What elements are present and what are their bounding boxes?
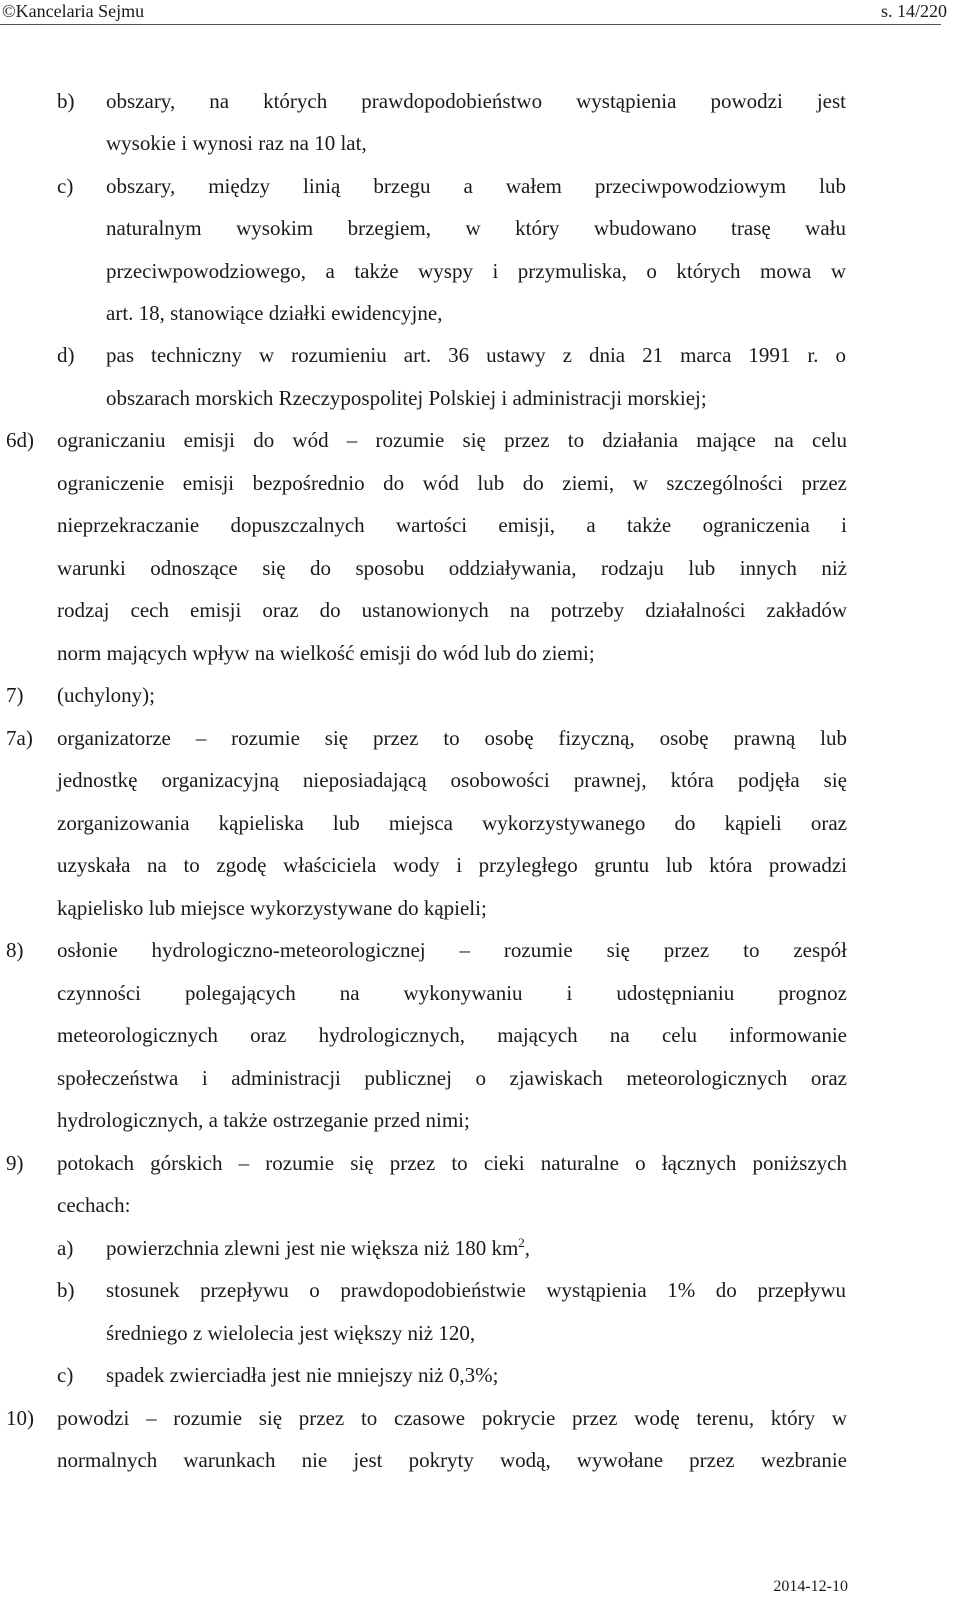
point-7a-line-1: organizatorze – rozumie się przez to osobę fizyczną, osobę prawną lub xyxy=(57,726,847,750)
point-8-line-2: czynności polegających na wykonywaniu i udostępnianiu prognoz xyxy=(57,981,847,1005)
subitem-9a-tail: , xyxy=(524,1236,531,1260)
point-label-6d: 6d) xyxy=(6,428,34,452)
point-6d-line-3: nieprzekraczanie dopuszczalnych wartości emisji, a także ograniczenia i xyxy=(57,513,847,537)
point-7a-line-5: kąpielisko lub miejsce wykorzystywane do kąpieli; xyxy=(57,896,487,920)
point-6d-line-1: ograniczaniu emisji do wód – rozumie się przez to działania mające na celu xyxy=(57,428,847,452)
header-source: ©Kancelaria Sejmu xyxy=(2,1,145,21)
subitem-9b-line-1: stosunek przepływu o prawdopodobieństwie wystąpienia 1% do przepływu xyxy=(106,1278,846,1302)
item-c-line-3: przeciwpowodziowego, a także wyspy i przymuliska, o których mowa w xyxy=(106,259,846,283)
item-b-line-2: wysokie i wynosi raz na 10 lat, xyxy=(106,131,367,155)
point-label-10: 10) xyxy=(6,1406,34,1430)
superscript-2: 2 xyxy=(518,1235,525,1250)
point-9-line-2: cechach: xyxy=(57,1193,131,1217)
point-6d-line-4: warunki odnoszące się do sposobu oddziaływania, rodzaju lub innych niż xyxy=(57,556,847,580)
point-7a-line-4: uzyskała na to zgodę właściciela wody i przyległego gruntu lub która prowadzi xyxy=(57,853,847,877)
point-6d-line-2: ograniczenie emisji bezpośrednio do wód lub do ziemi, w szczególności przez xyxy=(57,471,847,495)
header-divider xyxy=(0,24,941,25)
point-label-9: 9) xyxy=(6,1151,24,1175)
item-label-c: c) xyxy=(57,174,74,198)
item-c-line-4: art. 18, stanowiące działki ewidencyjne, xyxy=(106,301,443,325)
point-8-line-3: meteorologicznych oraz hydrologicznych, mających na celu informowanie xyxy=(57,1023,847,1047)
item-c-line-1: obszary, między linią brzegu a wałem przeciwpowodziowym lub xyxy=(106,174,846,198)
subitem-label-9c: c) xyxy=(57,1363,74,1387)
point-8-line-4: społeczeństwa i administracji publicznej o zjawiskach meteorologicznych oraz xyxy=(57,1066,847,1090)
point-6d-line-6: norm mających wpływ na wielkość emisji do wód lub do ziemi; xyxy=(57,641,595,665)
subitem-9b-line-2: średniego z wielolecia jest większy niż 120, xyxy=(106,1321,476,1345)
subitem-label-9a: a) xyxy=(57,1236,74,1260)
subitem-label-9b: b) xyxy=(57,1278,75,1302)
point-9-line-1: potokach górskich – rozumie się przez to cieki naturalne o łącznych poniższych xyxy=(57,1151,847,1175)
point-8-line-5: hydrologicznych, a także ostrzeganie przed nimi; xyxy=(57,1108,470,1132)
item-c-line-2: naturalnym wysokim brzegiem, w który wbudowano trasę wału xyxy=(106,216,846,240)
item-d-line-1: pas techniczny w rozumieniu art. 36 ustawy z dnia 21 marca 1991 r. o xyxy=(106,343,846,367)
point-8-line-1: osłonie hydrologiczno-meteorologicznej – rozumie się przez to zespół xyxy=(57,938,847,962)
subitem-9a-text xyxy=(106,1227,530,1270)
point-7a-line-3: zorganizowania kąpieliska lub miejsca wykorzystywanego do kąpieli oraz xyxy=(57,811,847,835)
item-d-line-2: obszarach morskich Rzeczypospolitej Polskiej i administracji morskiej; xyxy=(106,386,707,410)
point-label-7a: 7a) xyxy=(6,726,33,750)
subitem-9a-body: powierzchnia zlewni jest nie większa niż 180 km xyxy=(106,1236,519,1260)
item-label-b: b) xyxy=(57,89,75,113)
point-10-line-1: powodzi – rozumie się przez to czasowe pokrycie przez wodę terenu, który w xyxy=(57,1406,847,1430)
point-7a-line-2: jednostkę organizacyjną nieposiadającą osobowości prawnej, która podjęła się xyxy=(57,768,847,792)
item-b-line-1: obszary, na których prawdopodobieństwo wystąpienia powodzi jest xyxy=(106,89,846,113)
point-label-8: 8) xyxy=(6,938,24,962)
point-10-line-2: normalnych warunkach nie jest pokryty wodą, wywołane przez wezbranie xyxy=(57,1448,847,1472)
point-7-line-1: (uchylony); xyxy=(57,683,155,707)
point-label-7: 7) xyxy=(6,683,24,707)
footer-date: 2014-12-10 xyxy=(773,1578,848,1595)
item-label-d: d) xyxy=(57,343,75,367)
subitem-9c-line-1: spadek zwierciadła jest nie mniejszy niż 0,3%; xyxy=(106,1363,499,1387)
point-6d-line-5: rodzaj cech emisji oraz do ustanowionych na potrzeby działalności zakładów xyxy=(57,598,847,622)
page-number: s. 14/220 xyxy=(880,1,947,21)
